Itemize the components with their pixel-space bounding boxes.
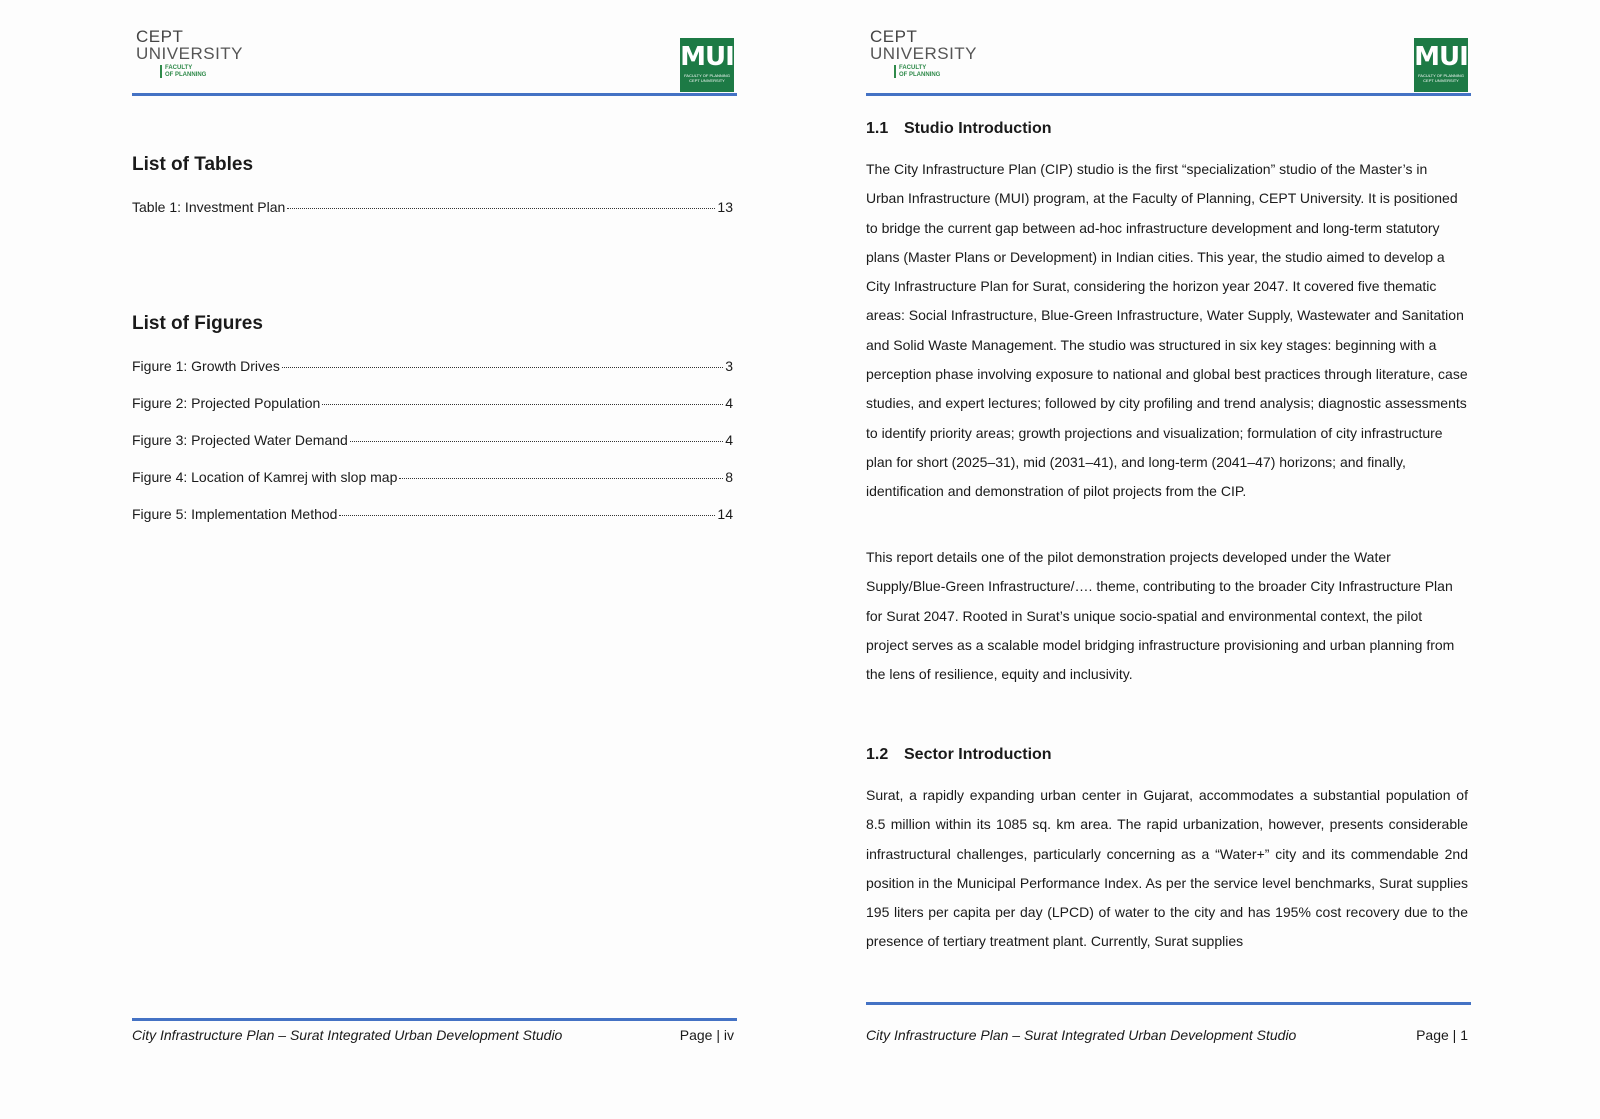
footer-title: City Infrastructure Plan – Surat Integrated Urban Development Studio	[866, 1027, 1297, 1043]
header-rule	[866, 93, 1471, 96]
logo-text: UNIVERSITY	[136, 44, 244, 63]
mui-logo-text: MUI	[680, 42, 734, 72]
cept-university-logo	[136, 28, 243, 78]
toc-entry[interactable]: Table 1: Investment Plan 13	[132, 199, 733, 215]
logo-text: CEPT	[136, 27, 184, 46]
toc-entry[interactable]: Figure 1: Growth Drives 3	[132, 358, 733, 374]
tables-list	[132, 199, 733, 236]
footer-title: City Infrastructure Plan – Surat Integrated Urban Development Studio	[132, 1027, 563, 1043]
header-rule	[132, 93, 737, 96]
footer-page-number: Page | 1	[1416, 1027, 1468, 1043]
paragraph: The City Infrastructure Plan (CIP) studio is the first “specialization” studio of the Master’s in Urban Infrastructure (MUI) program, at the Faculty of Planning, CEPT University. It is positioned to bridge the current gap between ad-hoc infrastructure development and long-term statutory plans (Master Plans or Development) in Indian cities. This year, the studio aimed to develop a City Infrastructure Plan for Surat, considering the horizon year 2047. It covered five thematic areas: Social Infrastructure, Blue-Green Infrastructure, Water Supply, Wastewater and Sanitation and Solid Waste Management. The studio was structured in six key stages: beginning with a perception phase involving exposure to national and global best practices through literature, case studies, and expert lectures; followed by city profiling and trend analysis; diagnostic assessments to identify priority areas; growth projections and visualization; formulation of city infrastructure plan for short (2025–31), mid (2031–41), and long-term (2041–47) horizons; and finally, identification and demonstration of pilot projects from the CIP.	[866, 161, 1468, 500]
section-heading: 1.1 Studio Introduction	[866, 120, 1052, 137]
logo-text: UNIVERSITY	[870, 44, 978, 63]
footer-rule	[132, 1018, 737, 1021]
paragraph: Surat, a rapidly expanding urban center in Gujarat, accommodates a substantial population of 8.5 million within its 1085 sq. km area. The rapid urbanization, however, presents considerable infrastructural challenges, particularly concerning as a “Water+” city and its commendable 2nd position in the Municipal Performance Index. As per the service level benchmarks, Surat supplies 195 liters per capita per day (LPCD) of water to the city and has 195% cost recovery due to the presence of tertiary treatment plant. Currently, Surat supplies	[866, 787, 1468, 950]
dot-leader	[399, 478, 723, 479]
toc-entry[interactable]: Figure 3: Projected Water Demand 4	[132, 432, 733, 448]
toc-entry[interactable]: Figure 4: Location of Kamrej with slop map 8	[132, 469, 733, 485]
dot-leader	[322, 404, 723, 405]
footer-rule	[866, 1002, 1471, 1005]
list-of-figures-title: List of Figures	[132, 313, 263, 334]
dot-leader	[350, 441, 723, 442]
section-heading: 1.2 Sector Introduction	[866, 746, 1052, 763]
logo-subtext: FACULTY OF PLANNING	[160, 65, 243, 78]
logo-subtext: FACULTY OF PLANNING	[894, 65, 977, 78]
list-of-tables-title: List of Tables	[132, 154, 254, 175]
toc-entry[interactable]: Figure 2: Projected Population 4	[132, 395, 733, 411]
figures-list	[132, 358, 733, 543]
toc-entry[interactable]: Figure 5: Implementation Method 14	[132, 506, 733, 522]
dot-leader	[339, 515, 715, 516]
dot-leader	[282, 367, 723, 368]
mui-logo	[1414, 38, 1468, 92]
paragraph: This report details one of the pilot demonstration projects developed under the Water Supply/Blue-Green Infrastructure/…. theme, contributing to the broader City Infrastructure Plan for Surat 2047. Rooted in Surat’s unique socio-spatial and environmental context, the pilot project serves as a scalable model bridging infrastructure provisioning and urban planning from the lens of resilience, equity and inclusivity.	[866, 549, 1455, 683]
mui-logo-subtext: FACULTY OF PLANNING CEPT UNIVERSITY	[1418, 73, 1464, 83]
dot-leader	[287, 208, 715, 209]
mui-logo-text: MUI	[1414, 42, 1468, 72]
mui-logo	[680, 38, 734, 92]
mui-logo-subtext: FACULTY OF PLANNING CEPT UNIVERSITY	[684, 73, 730, 83]
logo-text: CEPT	[870, 27, 918, 46]
cept-university-logo	[870, 28, 977, 78]
footer-page-number: Page | iv	[679, 1027, 734, 1043]
